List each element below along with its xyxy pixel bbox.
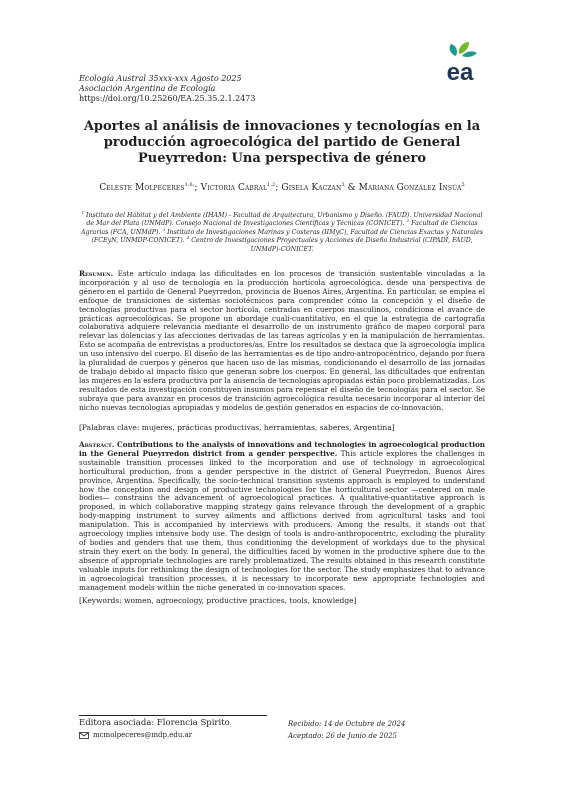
- affiliation-text: Instituto de Investigaciones Marinas y Costeras (IIMyC), Facultad de Ciencias Exactas y Naturales (FCEyN, UNMDP-CONICET).: [91, 228, 484, 245]
- email-text[interactable]: mcmolpeceres@mdp.edu.ar: [93, 731, 193, 739]
- affiliation-marker: 2: [406, 218, 410, 224]
- resumen-text: Este artículo indaga las dificultades en los procesos de transición sustentable vinculadas a la incorporación y al uso de tecnología en la producción hortícola agroecológica, desde una perspectiva de género en el partido de General Pueyrredon, provincia de Buenos Aires, Argentina. En particular, se emplea el enfoque de transiciones de sistemas sociotécnicos para comprender cómo la concepción y el diseño de tecnologías productivas para el sector hortícola, centradas en cuerpos masculinos, condiciona el avance de prácticas agroecológicas. Se propone un abordaje cuali-cuantitativo, en el que la estrategia de cartografía colaborativa adquiere relevancia mediante el desarrollo de un instrumento gráfico de mapeo corporal para relevar las dolencias y las afecciones derivadas de las tareas agrícolas y en la manipulación de herramientas. Esto se acompaña de entrevistas a productores/as. Entre los resultados se destaca que la agroecología implica un uso intensivo del cuerpo. El diseño de las herramientas es de tipo andro-antropocéntrico, dejando por fuera la pluralidad de cuerpos y géneros que hacen uso de las mismas, condicionando el desarrollo de las jornadas de trabajo debido al impacto físico que generan sobre los cuerpos. En general, las dificultades que enfrentan las mujeres en la esfera productiva por la ausencia de tecnologías apropiadas están poco problematizadas. Los resultados de esta investigación constituyen insumos para repensar el diseño de tecnologías para el sector. Se subraya que para avanzar en procesos de transición agroecológica resulta necesario incorporar al interior del nicho nuevas tecnologías apropiadas y modelos de gestión generados en espacios de co-innovación.: [79, 269, 485, 412]
- author-list: [79, 182, 485, 195]
- footer-divider: [79, 715, 267, 716]
- accepted-date: Aceptado: 26 de Junio de 2025: [288, 732, 398, 740]
- journal-header: [79, 74, 379, 104]
- author-separator: ;: [194, 183, 201, 193]
- author-name: Celeste Molpeceres: [99, 183, 185, 193]
- affiliations: [79, 209, 485, 254]
- author-affiliation-marker: 3: [341, 182, 345, 188]
- author-name: Victoria Cabral: [200, 183, 268, 193]
- mail-icon: [79, 732, 89, 739]
- affiliation-text: Facultad de Ciencias Agrarias (FCA, UNMdP).: [80, 220, 478, 236]
- keywords: [Keywords: women, agroecology, productive practices, tools, knowledge]: [79, 596, 357, 605]
- abstract-label: Abstract.: [79, 440, 115, 449]
- paper-title: Aportes al análisis de innovaciones y tecnologías en la producción agroecológica del partido de General Pueyrredon: Una perspectiva de género: [83, 119, 481, 166]
- author-affiliation-marker: 1,2: [267, 182, 276, 188]
- affiliation-text: Centro de Investigaciones Proyectuales y Acciones de Diseño Industrial (CIPADI, FAUD, UNMdP)-CONICET.: [189, 237, 473, 253]
- dates: [288, 718, 405, 742]
- author-affiliation-marker: 5: [461, 182, 465, 188]
- author-affiliation-marker: 1,6,: [184, 182, 195, 188]
- associate-editor: Editora asociada: Florencia Spirito: [79, 718, 230, 728]
- journal-society: Asociación Argentina de Ecología: [79, 84, 216, 93]
- abstract: [79, 441, 485, 592]
- author-name: Gisela Kaczan: [281, 183, 342, 193]
- journal-name: Ecología Austral 35xxx-xxx Agosto 2025: [79, 74, 242, 83]
- palabras-clave: [Palabras clave: mujeres, prácticas productivas, herramientas, saberes, Argentina]: [79, 423, 395, 432]
- affiliation-marker: 1: [81, 209, 85, 215]
- author-separator: ;: [275, 183, 282, 193]
- author-name: Mariana González Insúa: [358, 183, 462, 193]
- resumen: [79, 270, 485, 413]
- affiliation-text: Instituto del Hábitat y del Ambiente (IHAM) - Facultad de Arquitectura, Urbanismo y Diseño. (FAUD). Universidad Nacional de Mar del Plata (UNMdP). Consejo Nacional de Investigaciones Científicas y Técnicas (CONICET).: [84, 212, 483, 228]
- author-separator: &: [344, 183, 359, 193]
- svg-text:ea: ea: [446, 59, 474, 86]
- affiliation-marker: 3: [162, 226, 166, 232]
- abstract-text: This article explores the challenges in sustainable transition processes linked to the incorporation and use of technology in agroecological horticultural production, from a gender perspective in the district of General Pueyrredon, Buenos Aires province, Argentina. Specifically, the socio-technical transition systems approach is employed to understand how the conception and design of productive technologies for the horticultural sector —centered on male bodies— constrains the advancement of agroecological practices. A qualitative-quantitative approach is proposed, in which collaborative mapping strategy gains relevance through the development of a graphic body-mapping instrument to survey ailments and afflictions derived from agricultural tasks and tool manipulation. This is accompanied by interviews with producers. Among the results, it stands out that agroecology implies intensive body use. The design of tools is andro-anthropocentric, excluding the plurality of bodies and genders that use them, thus conditioning the development of workdays due to the physical strain they exert on the body. In general, the difficulties faced by women in the productive sphere due to the absence of appropriate technologies are rarely problematized. The results obtained in this research constitute valuable inputs for rethinking the design of technologies for the sector. The study emphasizes that to advance in agroecological transition processes, it is necessary to incorporate new appropriate technologies and management models within the niche generated in co-innovation spaces.: [79, 448, 485, 592]
- received-date: Recibido: 14 de Octubre de 2024: [288, 720, 406, 728]
- corresponding-email[interactable]: [79, 731, 192, 740]
- abstract-title: Contributions to the analysis of innovations and technologies in agroecological production in the General Pueyrredon district from a gender perspective.: [79, 440, 485, 458]
- affiliation-marker: 4: [186, 235, 190, 241]
- journal-logo: [436, 38, 488, 86]
- journal-doi[interactable]: https://doi.org/10.25260/EA.25.35.2.1.2473: [79, 94, 256, 103]
- resumen-label: Resumen.: [79, 269, 114, 278]
